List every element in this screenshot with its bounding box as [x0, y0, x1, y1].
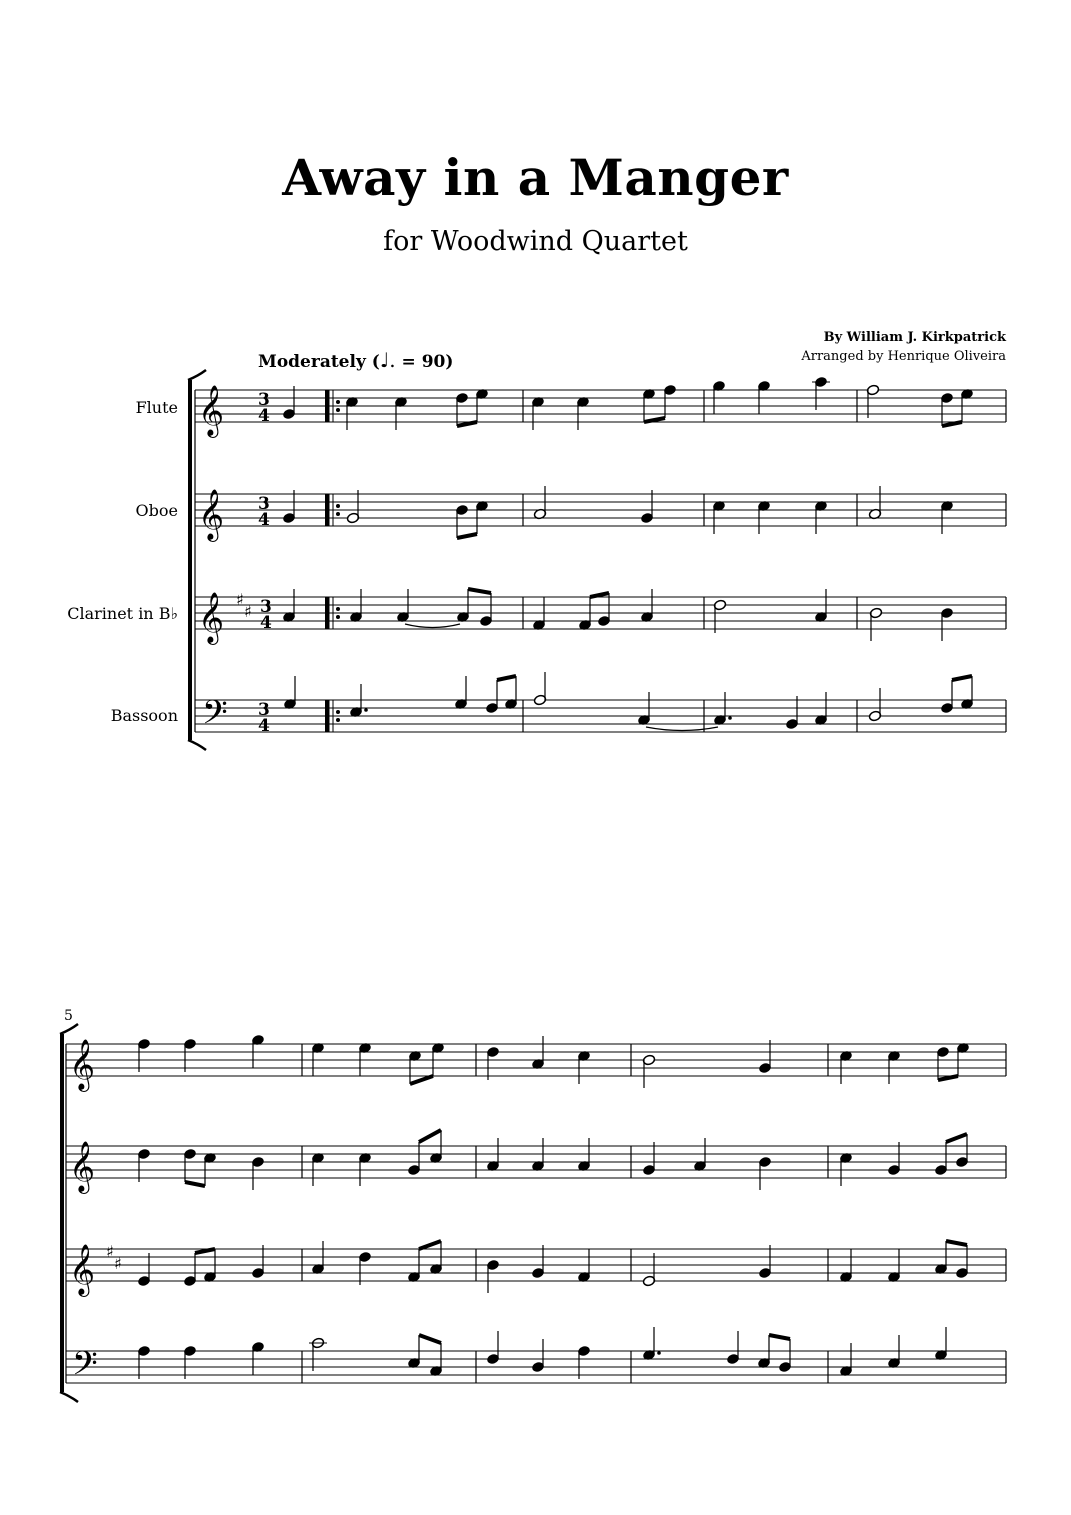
treble-clef-icon: 𝄞 [69, 1244, 96, 1295]
repeat-barline-thick [325, 700, 330, 732]
bass-clef-icon: 𝄢 [202, 694, 228, 740]
beam [952, 676, 972, 680]
repeat-barline-thick [325, 390, 330, 422]
repeat-barline-thick [325, 494, 330, 526]
beam [457, 534, 477, 538]
augmentation-dot [364, 708, 368, 712]
sharp-icon: ♯ [236, 590, 244, 609]
arranger-credit: Arranged by Henrique Oliveira [801, 349, 1006, 364]
instrument-label-clarinet: Clarinet in B♭ [67, 604, 178, 623]
instrument-label-flute: Flute [135, 398, 178, 417]
repeat-dot [336, 718, 340, 722]
treble-clef-icon: 𝄞 [198, 385, 225, 436]
dotted-quarter-note-icon: ♩. [379, 348, 396, 372]
instrument-label-bassoon: Bassoon [110, 706, 178, 725]
bracket-bottom [60, 1392, 78, 1402]
repeat-dot [336, 504, 340, 508]
repeat-dot [336, 400, 340, 404]
beam [644, 418, 665, 422]
instrument-label-oboe: Oboe [135, 501, 178, 520]
bracket-top [60, 1024, 78, 1034]
time-signature-bottom: 4 [260, 613, 272, 633]
beam [942, 422, 962, 426]
bracket-bottom [188, 740, 206, 750]
beam [410, 1076, 433, 1084]
bass-clef-icon: 𝄢 [72, 1345, 98, 1391]
sharp-icon: ♯ [114, 1254, 122, 1273]
time-signature-bottom: 4 [258, 406, 270, 426]
treble-clef-icon: 𝄞 [198, 592, 225, 643]
beam [457, 422, 477, 426]
beam [946, 1241, 967, 1245]
tie [405, 624, 460, 628]
repeat-dot [336, 607, 340, 611]
sharp-icon: ♯ [106, 1242, 114, 1261]
tempo-value: = 90) [401, 352, 454, 372]
beam [769, 1335, 790, 1339]
beam [419, 1130, 441, 1142]
augmentation-dot [728, 716, 732, 720]
beam [497, 676, 516, 680]
time-signature-top: 3 [258, 390, 270, 410]
beam [938, 1076, 958, 1080]
augmentation-dot [657, 1351, 661, 1355]
repeat-dot [336, 615, 340, 619]
repeat-barline-thick [325, 597, 330, 629]
beam [419, 1335, 441, 1343]
time-signature-bottom: 4 [258, 510, 270, 530]
score-title: Away in a Manger [282, 148, 789, 207]
sharp-icon: ♯ [244, 602, 252, 621]
repeat-dot [336, 512, 340, 516]
bracket-top [188, 370, 206, 380]
composer-credit: By William J. Kirkpatrick [823, 330, 1006, 345]
tie [646, 727, 718, 731]
tempo-text: Moderately ( [258, 352, 380, 372]
time-signature-top: 3 [260, 597, 272, 617]
beam [195, 1249, 215, 1253]
time-signature-top: 3 [258, 700, 270, 720]
time-signature-top: 3 [258, 494, 270, 514]
beam [946, 1134, 967, 1142]
repeat-dot [336, 408, 340, 412]
beam [468, 589, 491, 593]
treble-clef-icon: 𝄞 [69, 1039, 96, 1090]
beam [185, 1182, 205, 1186]
beam [590, 593, 609, 597]
treble-clef-icon: 𝄞 [69, 1141, 96, 1192]
treble-clef-icon: 𝄞 [198, 489, 225, 540]
measure-number: 5 [64, 1008, 73, 1024]
score-subtitle: for Woodwind Quartet [383, 226, 688, 257]
repeat-dot [336, 710, 340, 714]
beam [419, 1241, 441, 1249]
time-signature-bottom: 4 [258, 716, 270, 736]
